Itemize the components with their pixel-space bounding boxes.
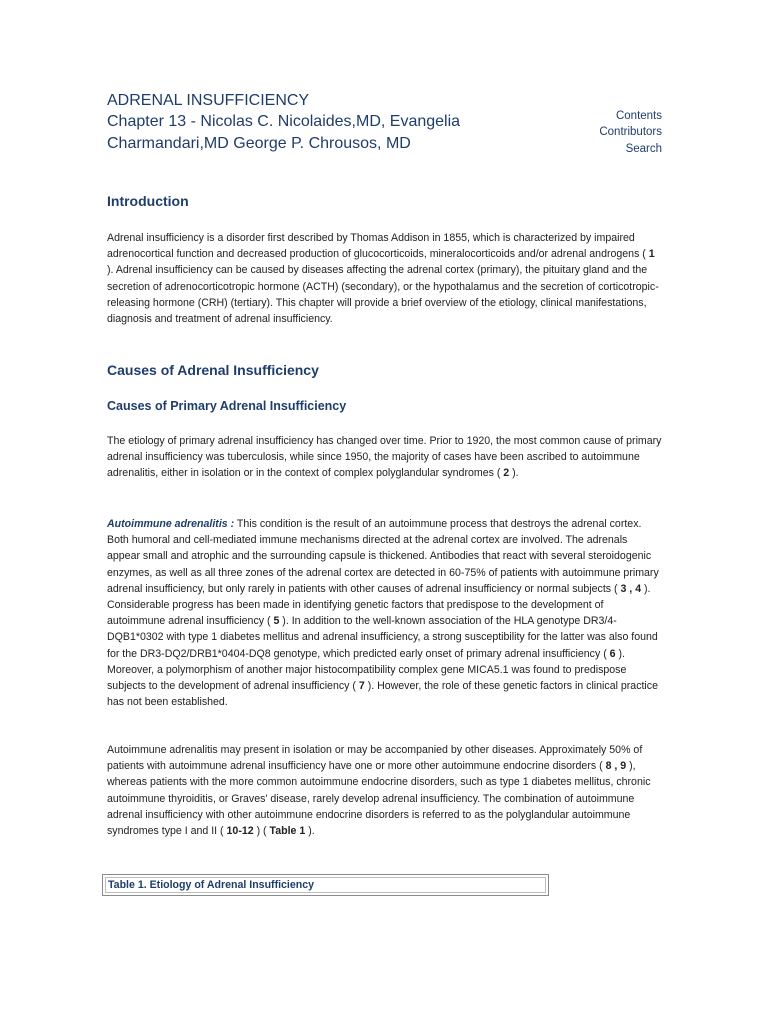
para-text: ). <box>512 467 519 480</box>
para-text: Adrenal insufficiency is a disorder first described by Thomas Addison in 1855, which is characterized by impaired adrenocortical function and decreased production of glucocorticoids, mineralocorticoids and/or adrenal androgens ( <box>107 232 646 261</box>
para-text: ). However, the role of these genetic factors in clinical practice has not been established. <box>107 680 658 709</box>
para-text: This condition is the result of an autoimmune process that destroys the adrenal cortex. Both humoral and cell-mediated immune mechanisms directed at the adrenal cortex are involved. The adrenals appear small and atrophic and the surrounding capsule is thickened. Antibodies that react with several steroidogenic enzymes, as well as all three zones of the adrenal cortex are detected in 60-75% of patients with autoimmune primary adrenal insufficiency, but only rarely in patients with other causes of adrenal insufficiency or normal subjects ( <box>107 518 659 595</box>
table-1-frame <box>102 874 549 896</box>
para-text: ). Moreover, a polymorphism of another major histocompatibility complex gene MICA5.1 was found to predispose subjects to the development of adrenal insufficiency ( <box>107 647 627 693</box>
reference-link[interactable]: 2 <box>500 467 513 480</box>
reference-link[interactable]: 7 <box>355 680 368 693</box>
table-reference-link[interactable]: Table 1 <box>266 825 309 838</box>
document-title: ADRENAL INSUFFICIENCY <box>107 92 310 109</box>
para-text: The etiology of primary adrenal insufficiency has changed over time. Prior to 1920, the most common cause of primary adrenal insufficiency was tuberculosis, while since 1950, the majority of cases have been ascribed to autoimmune adrenalitis, either in isolation or in the context of complex polyglandular syndromes ( <box>107 435 662 480</box>
para-text: Autoimmune adrenalitis may present in isolation or may be accompanied by other diseases. Approximately 50% of patients with autoimmune adrenal insufficiency have one or more other autoimmune endocrine disorders ( <box>107 744 643 773</box>
para-text: ). In addition to the well-known association of the HLA genotype DR3/4-DQB1*0302 with type 1 diabetes mellitus and adrenal insufficiency, a strong susceptibility for the latter was also found for the DR3-DQ2/DRB1*0404-DQ8 genotype, which predicted early onset of primary adrenal insufficiency ( <box>107 615 658 660</box>
chapter-nav <box>599 108 662 157</box>
para-text: ), whereas patients with the more common autoimmune endocrine disorders, such as type 1 diabetes mellitus, chronic autoimmune thyroiditis, or Graves' disease, rarely develop adrenal insufficiency. The combination of autoimmune adrenal insufficiency with other autoimmune endocrine disorders is referred to as the polyglandular autoimmune syndromes type I and II ( <box>107 760 651 838</box>
section-heading-causes: Causes of Adrenal Insufficiency <box>107 362 319 378</box>
term-autoimmune-adrenalitis: Autoimmune adrenalitis : <box>107 518 235 530</box>
para-text: ). Adrenal insufficiency can be caused by diseases affecting the adrenal cortex (primary), the pituitary gland and the secretion of adrenocorticotropic hormone (ACTH) (secondary), or the hypothalamus and the secretion of corticotropic-releasing hormone (CRH) (tertiary). This chapter will provide a brief overview of the etiology, clinical manifestations, diagnosis and treatment of adrenal insufficiency. <box>107 264 659 326</box>
para-text: ) ( <box>256 825 267 838</box>
para-text: ). <box>308 825 315 838</box>
table-1-caption: Table 1. Etiology of Adrenal Insufficiency <box>108 879 315 891</box>
nav-link-contributors[interactable]: Contributors <box>599 126 662 139</box>
chapter-heading-line1: Chapter 13 - Nicolas C. Nicolaides,MD, Evangelia <box>107 113 461 130</box>
paragraph-introduction <box>107 230 662 327</box>
paragraph-etiology <box>107 433 662 482</box>
para-text: ). Considerable progress has been made in identifying genetic factors that predispose to the development of autoimmune adrenal insufficiency ( <box>107 582 651 628</box>
nav-link-contents[interactable]: Contents <box>615 110 662 122</box>
nav-link-search[interactable]: Search <box>625 142 662 155</box>
reference-link[interactable]: 6 <box>606 647 619 660</box>
chapter-heading-line2: Charmandari,MD George P. Chrousos, MD <box>107 135 411 152</box>
reference-link[interactable]: 10-12 <box>223 825 257 838</box>
subsection-heading-primary: Causes of Primary Adrenal Insufficiency <box>107 399 347 413</box>
reference-link[interactable]: 8 , 9 <box>602 760 630 773</box>
section-heading-introduction: Introduction <box>107 193 189 209</box>
reference-link[interactable]: 1 <box>645 248 655 261</box>
paragraph-associated-diseases <box>107 742 662 839</box>
title-block <box>107 90 507 155</box>
paragraph-autoimmune-adrenalitis <box>107 516 662 710</box>
reference-link[interactable]: 3 , 4 <box>617 582 645 595</box>
reference-link[interactable]: 5 <box>270 615 283 628</box>
